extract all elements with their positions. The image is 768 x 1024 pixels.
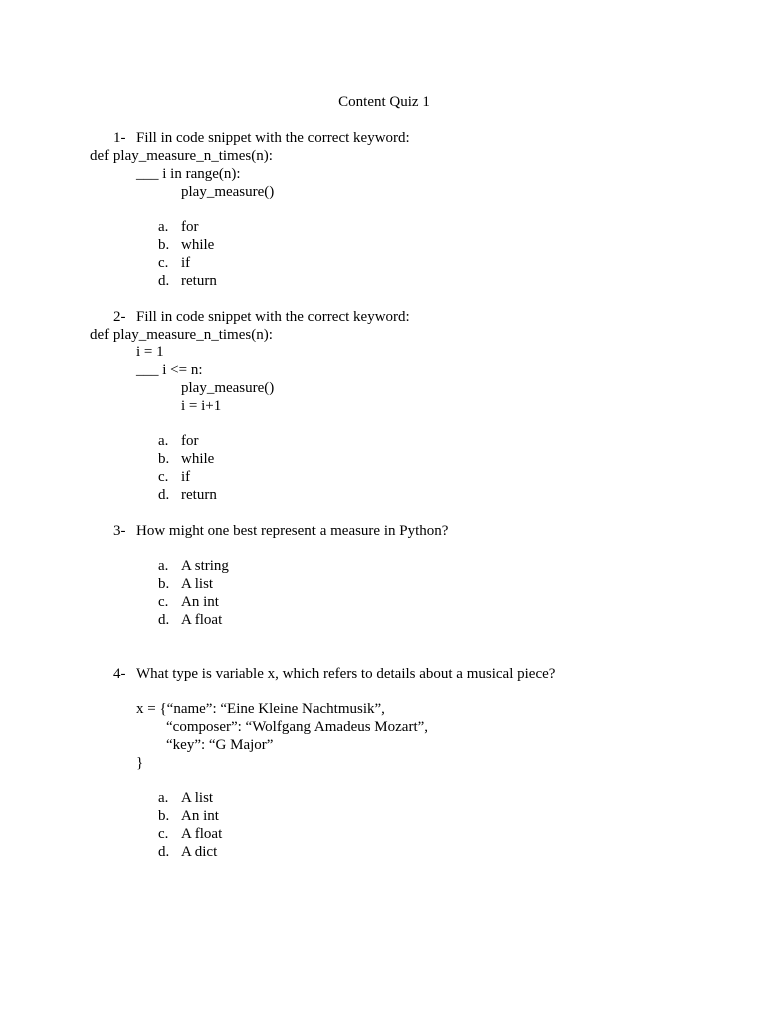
code-line: play_measure() (181, 184, 275, 200)
code-line: i = 1 (136, 344, 164, 360)
option-text: A list (181, 790, 214, 806)
option-text: An int (181, 808, 219, 824)
option-text: A string (181, 558, 229, 574)
option-letter: a. (158, 790, 169, 806)
option-text: if (181, 255, 191, 271)
code-line: “key”: “G Major” (166, 737, 274, 753)
option-text: A dict (181, 844, 218, 860)
code-line: } (136, 755, 144, 771)
option-text: An int (181, 594, 219, 610)
option-letter: c. (158, 255, 169, 271)
code-line: ___ i in range(n): (136, 166, 241, 182)
question-number: 1- (113, 130, 126, 146)
code-line: def play_measure_n_times(n): (90, 327, 273, 343)
option-text: return (181, 487, 217, 503)
code-line: i = i+1 (181, 398, 222, 414)
page-title: Content Quiz 1 (338, 94, 430, 110)
option-text: for (181, 219, 199, 235)
option-letter: a. (158, 558, 169, 574)
option-text: A float (181, 826, 223, 842)
code-line: play_measure() (181, 380, 275, 396)
option-text: while (181, 237, 215, 253)
option-text: return (181, 273, 217, 289)
option-letter: c. (158, 594, 169, 610)
option-letter: b. (158, 808, 170, 824)
option-letter: a. (158, 219, 169, 235)
question-prompt: Fill in code snippet with the correct keyword: (136, 309, 410, 325)
question-number: 4- (113, 666, 126, 682)
question-prompt: What type is variable x, which refers to details about a musical piece? (136, 666, 556, 682)
option-letter: d. (158, 487, 170, 503)
code-line: “composer”: “Wolfgang Amadeus Mozart”, (166, 719, 429, 735)
question-number: 3- (113, 523, 126, 539)
option-letter: c. (158, 826, 169, 842)
option-letter: b. (158, 576, 170, 592)
question-prompt: Fill in code snippet with the correct keyword: (136, 130, 410, 146)
code-line: x = {“name”: “Eine Kleine Nachtmusik”, (136, 701, 385, 717)
option-letter: d. (158, 612, 170, 628)
option-letter: a. (158, 433, 169, 449)
question-prompt: How might one best represent a measure in Python? (136, 523, 449, 539)
option-text: for (181, 433, 199, 449)
option-letter: b. (158, 237, 170, 253)
question-number: 2- (113, 309, 126, 325)
option-text: A list (181, 576, 214, 592)
code-line: ___ i <= n: (136, 362, 203, 378)
option-letter: d. (158, 844, 170, 860)
option-letter: c. (158, 469, 169, 485)
option-letter: d. (158, 273, 170, 289)
option-text: if (181, 469, 191, 485)
option-text: while (181, 451, 215, 467)
option-letter: b. (158, 451, 170, 467)
option-text: A float (181, 612, 223, 628)
code-line: def play_measure_n_times(n): (90, 148, 273, 164)
